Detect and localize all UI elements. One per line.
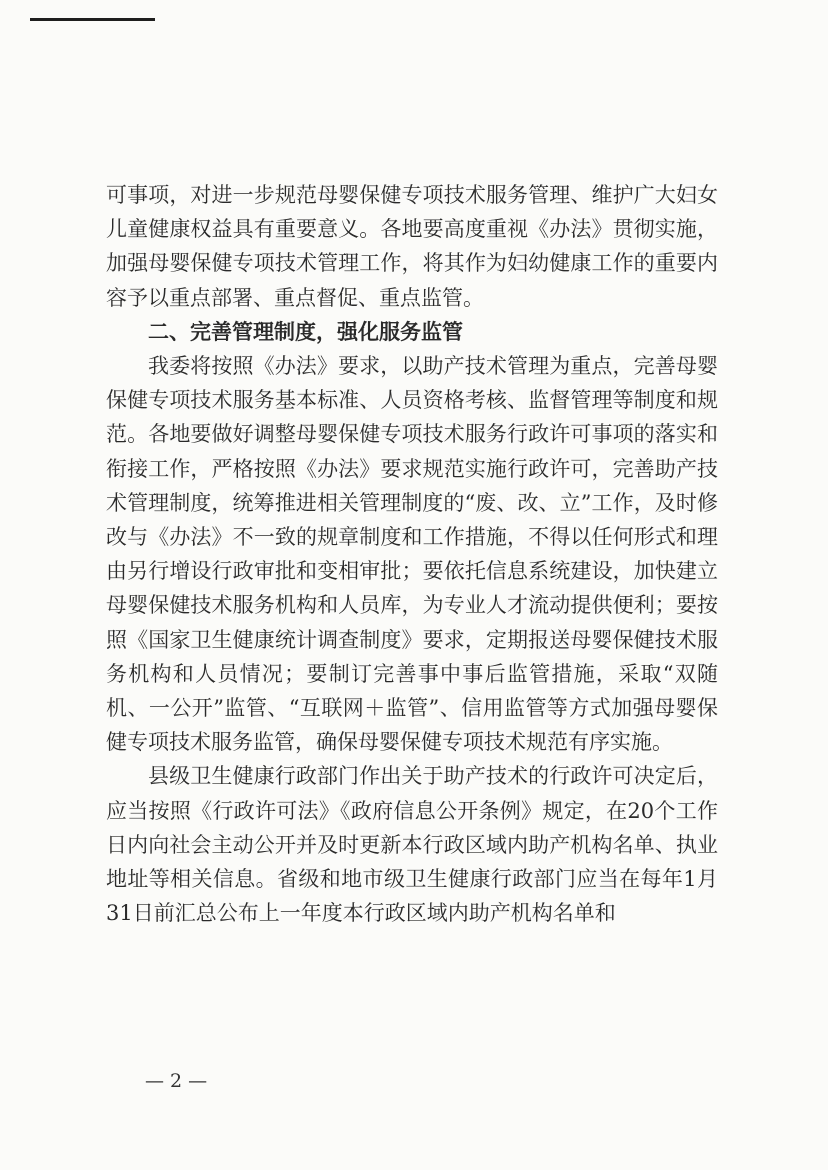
document-body: [106, 178, 718, 930]
paragraph-licensing-disclosure: 县级卫生健康行政部门作出关于助产技术的行政许可决定后，应当按照《行政许可法》《政府信息公开条例》规定，在20个工作日内向社会主动公开并及时更新本行政区域内助产机构名单、执业地址等相关信息。省级和地市级卫生健康行政部门应当在每年1月31日前汇总公布上一年度本行政区域内助产机构名单和: [106, 764, 718, 926]
paragraph-management-system: 我委将按照《办法》要求，以助产技术管理为重点，完善母婴保健专项技术服务基本标准、人员资格考核、监督管理等制度和规范。各地要做好调整母婴保健专项技术服务行政许可事项的落实和衔接工作，严格按照《办法》要求规范实施行政许可，完善助产技术管理制度，统筹推进相关管理制度的“废、改、立”工作，及时修改与《办法》不一致的规章制度和工作措施，不得以任何形式和理由另行增设行政审批和变相审批；要依托信息系统建设，加快建立母婴保健技术服务机构和人员库，为专业人才流动提供便利；要按照《国家卫生健康统计调查制度》要求，定期报送母婴保健技术服务机构和人员情况；要制订完善事中事后监管措施，采取“双随机、一公开”监管、“互联网＋监管”、信用监管等方式加强母婴保健专项技术服务监管，确保母婴保健专项技术规范有序实施。: [106, 354, 718, 755]
page-number: — 2 —: [145, 1070, 208, 1092]
top-margin-rule: [30, 18, 155, 21]
paragraph-continuation: 可事项，对进一步规范母婴保健专项技术服务管理、维护广大妇女儿童健康权益具有重要意义。各地要高度重视《办法》贯彻实施，加强母婴保健专项技术管理工作，将其作为妇幼健康工作的重要内容予以重点部署、重点督促、重点监管。: [106, 183, 718, 310]
section-heading: 二、完善管理制度，强化服务监管: [148, 319, 463, 344]
